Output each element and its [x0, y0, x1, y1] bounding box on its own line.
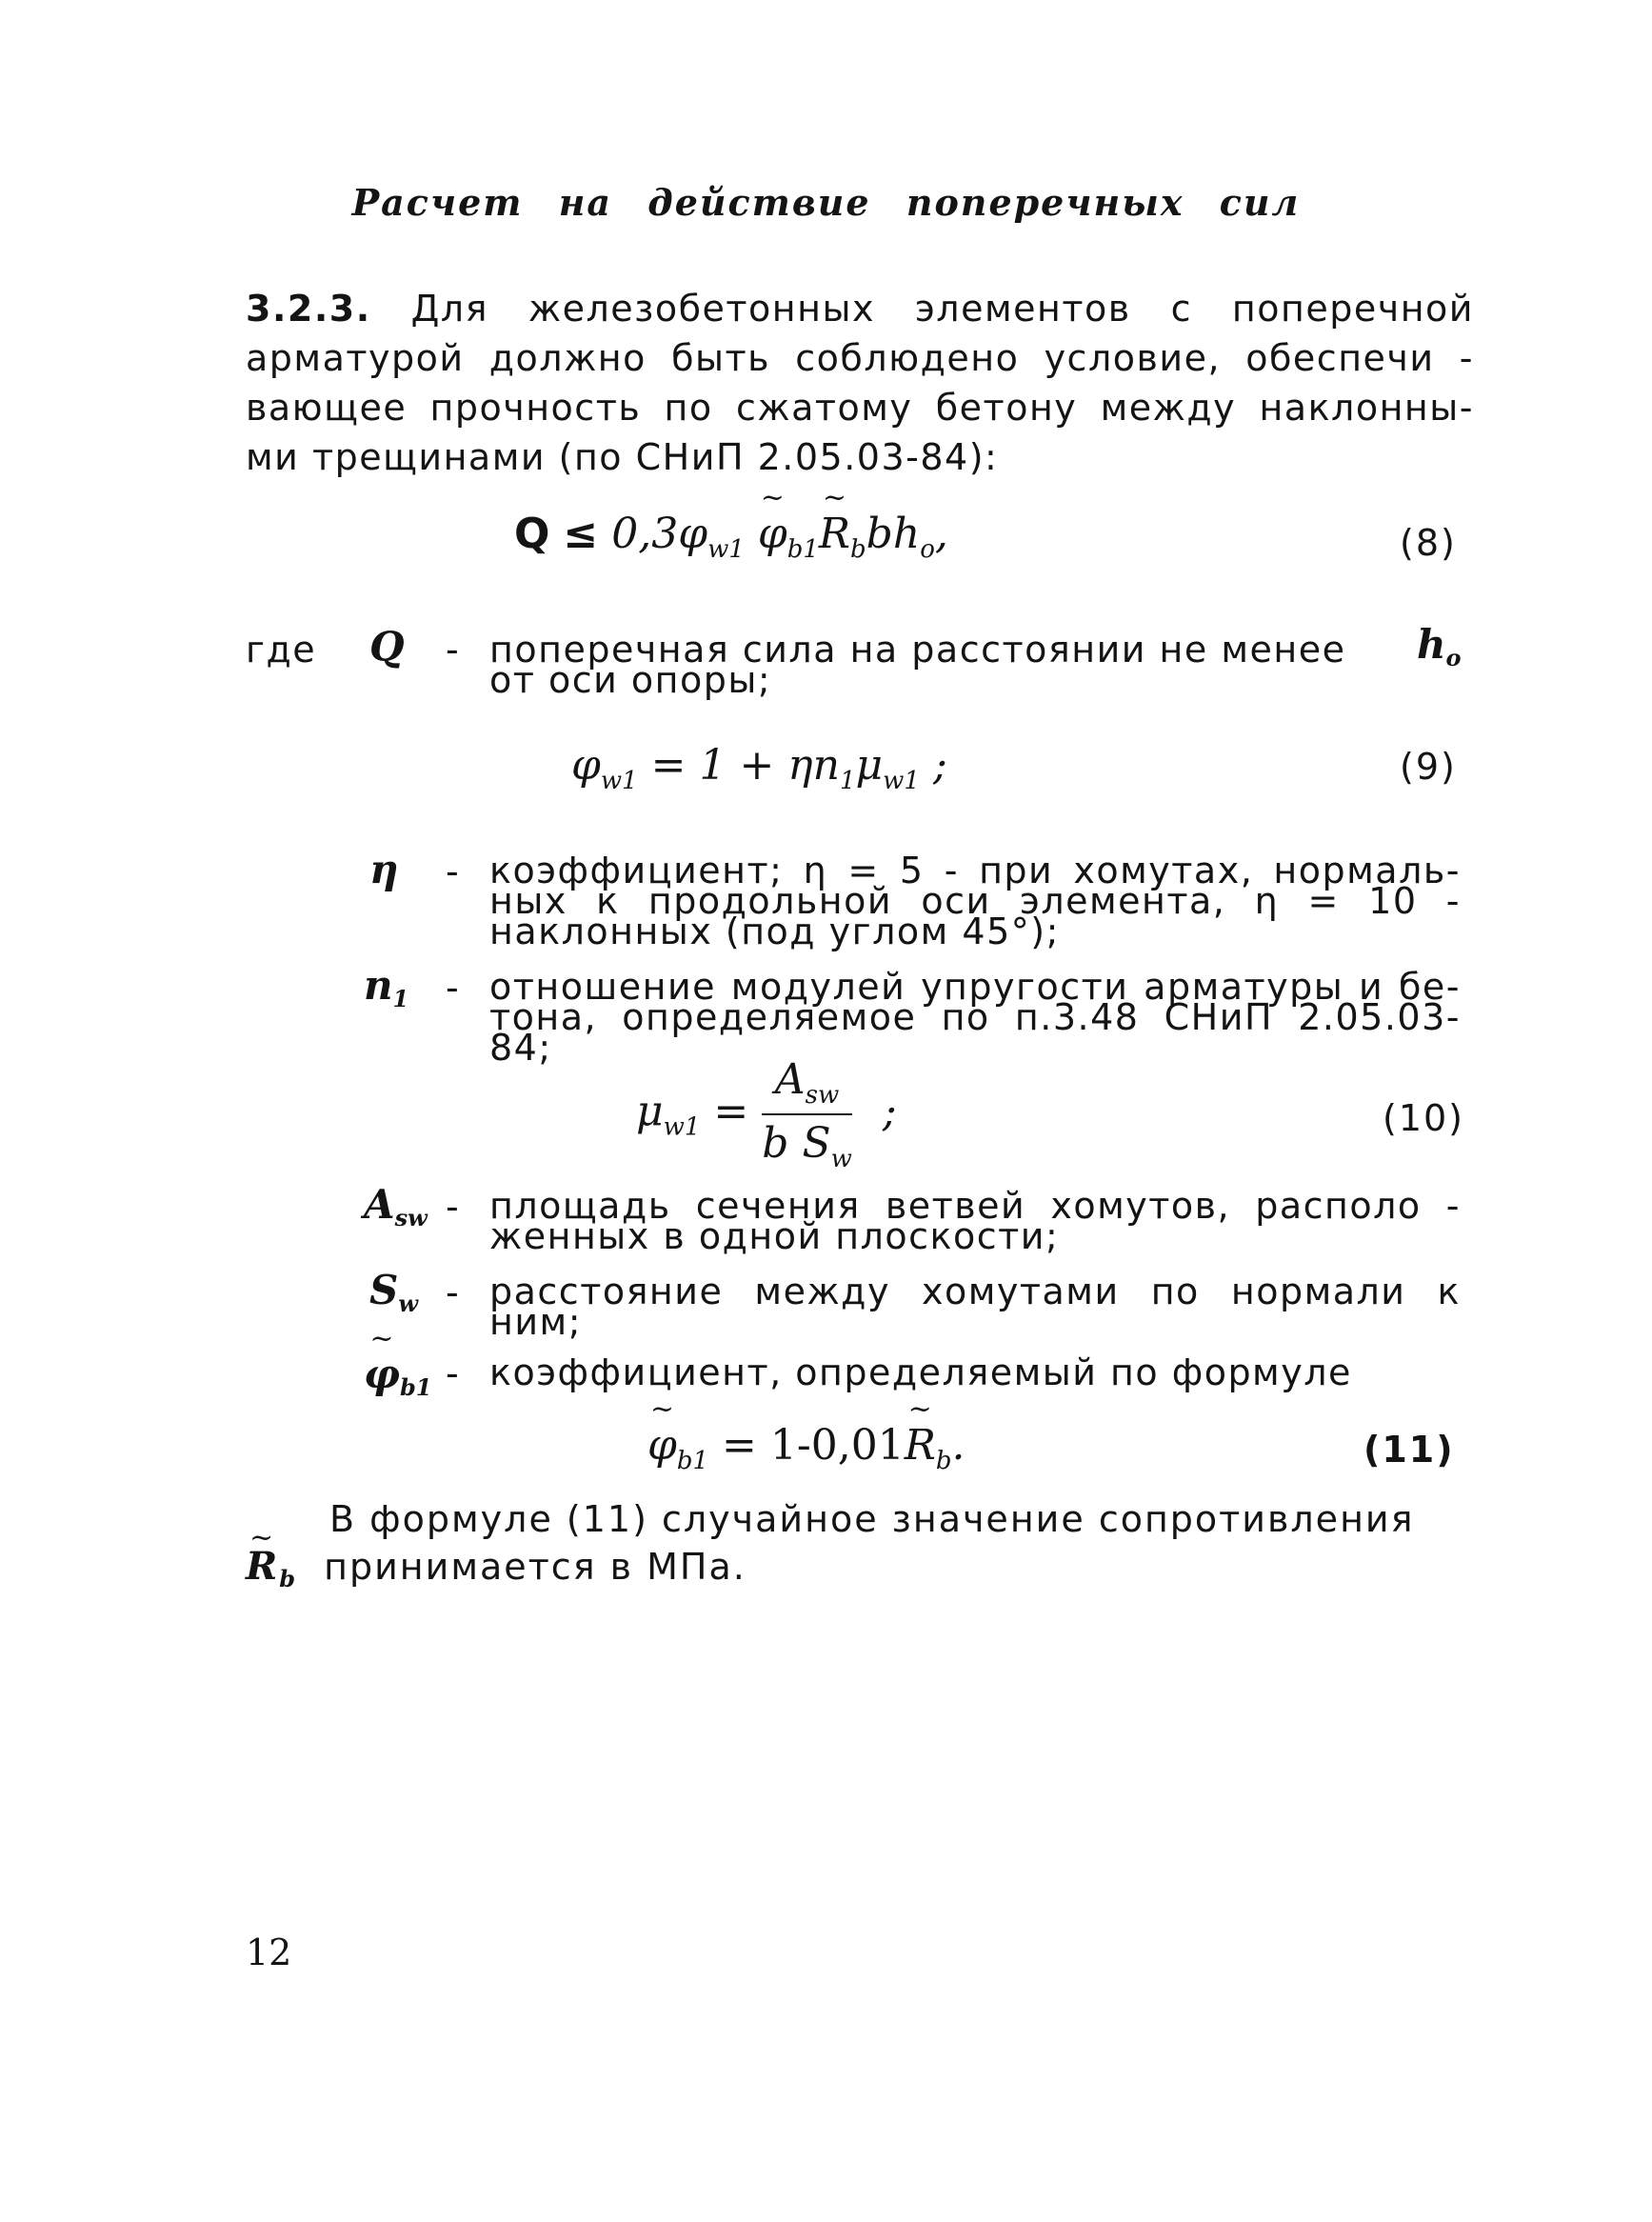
- formula-11-phi-sub: b1: [676, 1447, 708, 1475]
- def-n1-sub: 1: [392, 985, 409, 1012]
- formula-10-number: (10): [1383, 1097, 1465, 1139]
- def-q-h: h: [1417, 621, 1446, 668]
- formula-9-phi-sub: w1: [600, 767, 638, 795]
- formula-8-operator: ≤: [563, 510, 599, 558]
- formula-9-mu: μ: [855, 741, 884, 790]
- formula-11-number: (11): [1363, 1429, 1455, 1471]
- formula-10-eq: =: [713, 1087, 749, 1136]
- def-sw-text: расстояние между хомутами по нормали к ним;: [489, 1271, 1461, 1343]
- def-phib1-symbol: [364, 1351, 432, 1401]
- formula-10-num-sub: sw: [805, 1081, 840, 1110]
- formula-8-phib-sub: b1: [786, 535, 819, 564]
- def-sw-sub: w: [398, 1290, 419, 1317]
- def-q-h-symbol: [1417, 621, 1462, 671]
- def-asw-a: A: [364, 1181, 395, 1228]
- formula-10-end: ;: [882, 1087, 897, 1136]
- formula-8-h-sub: o: [920, 535, 935, 564]
- formula-9-number: (9): [1400, 746, 1457, 788]
- formula-11-r-sub: b: [935, 1447, 952, 1475]
- where-label: где: [246, 629, 317, 671]
- formula-9-mu-sub: w1: [883, 767, 920, 795]
- formula-9: [571, 741, 947, 795]
- formula-11-rhs: = 1-0,01: [722, 1421, 905, 1470]
- formula-11-end: .: [951, 1421, 965, 1470]
- def-q-dash: -: [446, 629, 459, 671]
- closing-r: ~ R: [246, 1543, 279, 1591]
- paragraph-text: Для железобетонных элементов с поперечной арматурой должно быть соблюдено условие, обеспечи - вающее прочность по сжатому бетону между наклонны- ми трещинами (по СНиП 2.05.03-84):: [246, 288, 1474, 478]
- formula-9-n-sub: 1: [840, 767, 856, 795]
- formula-8-end: ,: [934, 510, 948, 558]
- def-asw-sub: sw: [394, 1204, 428, 1231]
- formula-10-fraction: [762, 1055, 852, 1173]
- formula-8-phi: φ: [678, 510, 708, 558]
- def-phib1-phi: ~ φ: [364, 1351, 400, 1397]
- formula-8: [514, 510, 948, 564]
- def-n1-symbol: [364, 962, 408, 1012]
- def-eta-text: коэффициент; η = 5 - при хомутах, нормаль- ных к продольной оси элемента, η = 10 - наклонных (под углом 45°);: [489, 850, 1461, 952]
- formula-8-h: h: [892, 510, 921, 558]
- formula-8-number: (8): [1400, 522, 1457, 564]
- section-heading: Расчет на действие поперечных сил: [351, 181, 1301, 224]
- formula-10-num: A: [774, 1055, 806, 1104]
- def-asw-text: площадь сечения ветвей хомутов, располо - женных в одной плоскости;: [489, 1185, 1461, 1257]
- formula-11-phi: ~ φ: [647, 1421, 677, 1470]
- def-q-text-line2: от оси опоры;: [489, 659, 772, 701]
- formula-11: [647, 1421, 965, 1475]
- formula-8-coefficient: 0,3: [611, 510, 679, 558]
- formula-10-den-s: S: [802, 1119, 831, 1168]
- page-number: 12: [246, 1932, 292, 1973]
- def-sw-symbol: [369, 1267, 418, 1317]
- def-sw-s: S: [369, 1267, 399, 1313]
- def-asw-dash: -: [446, 1186, 459, 1228]
- def-n1-text: отношение модулей упругости арматуры и бе- тона, определяемое по п.3.48 СНиП 2.05.03-84;: [489, 966, 1461, 1069]
- formula-9-rhs: = 1 + ηn: [650, 741, 840, 790]
- def-q-h-sub: o: [1445, 644, 1462, 671]
- closing-r-sub: b: [279, 1565, 298, 1592]
- def-asw-symbol: [364, 1181, 428, 1231]
- def-phib1-dash: -: [446, 1352, 459, 1394]
- paragraph-3-2-3: [246, 284, 1474, 482]
- formula-10-den-sub: w: [830, 1145, 852, 1173]
- def-eta-dash: -: [446, 851, 459, 892]
- formula-11-r: ~ R: [905, 1421, 936, 1470]
- formula-10: [636, 1055, 897, 1173]
- formula-10-den-b: b: [762, 1119, 789, 1168]
- def-eta-symbol: η: [369, 846, 399, 892]
- def-q-text-line1: поперечная сила на расстоянии не менее: [489, 629, 1346, 671]
- formula-8-rb: ~ R: [819, 510, 850, 558]
- formula-9-end: ;: [932, 741, 947, 790]
- closing-text2: принимается в МПа.: [324, 1546, 746, 1588]
- formula-8-b: b: [866, 510, 893, 558]
- def-q-symbol: Q: [369, 623, 405, 670]
- formula-8-lhs: Q: [514, 510, 550, 558]
- formula-8-phib: ~ φ: [758, 510, 787, 558]
- def-q-text: [489, 629, 1442, 701]
- formula-9-phi: φ: [571, 741, 601, 790]
- def-sw-dash: -: [446, 1271, 459, 1313]
- paragraph-number: 3.2.3.: [246, 288, 371, 330]
- formula-10-mu-sub: w1: [663, 1112, 701, 1142]
- closing-text: В формуле (11) случайное значение сопротивления: [329, 1498, 1415, 1540]
- formula-8-rb-sub: b: [850, 535, 866, 564]
- def-phib1-sub: b1: [400, 1373, 432, 1401]
- def-n1-n: n: [364, 962, 393, 1009]
- formula-10-numerator: [762, 1055, 852, 1115]
- formula-10-denominator: [762, 1115, 852, 1173]
- formula-10-mu: μ: [636, 1087, 664, 1136]
- closing-symbol: [246, 1544, 298, 1592]
- def-phib1-text: коэффициент, определяемый по формуле: [489, 1351, 1352, 1393]
- closing-paragraph: [246, 1495, 1474, 1603]
- formula-8-phi-sub: w1: [707, 535, 745, 564]
- def-n1-dash: -: [446, 967, 459, 1009]
